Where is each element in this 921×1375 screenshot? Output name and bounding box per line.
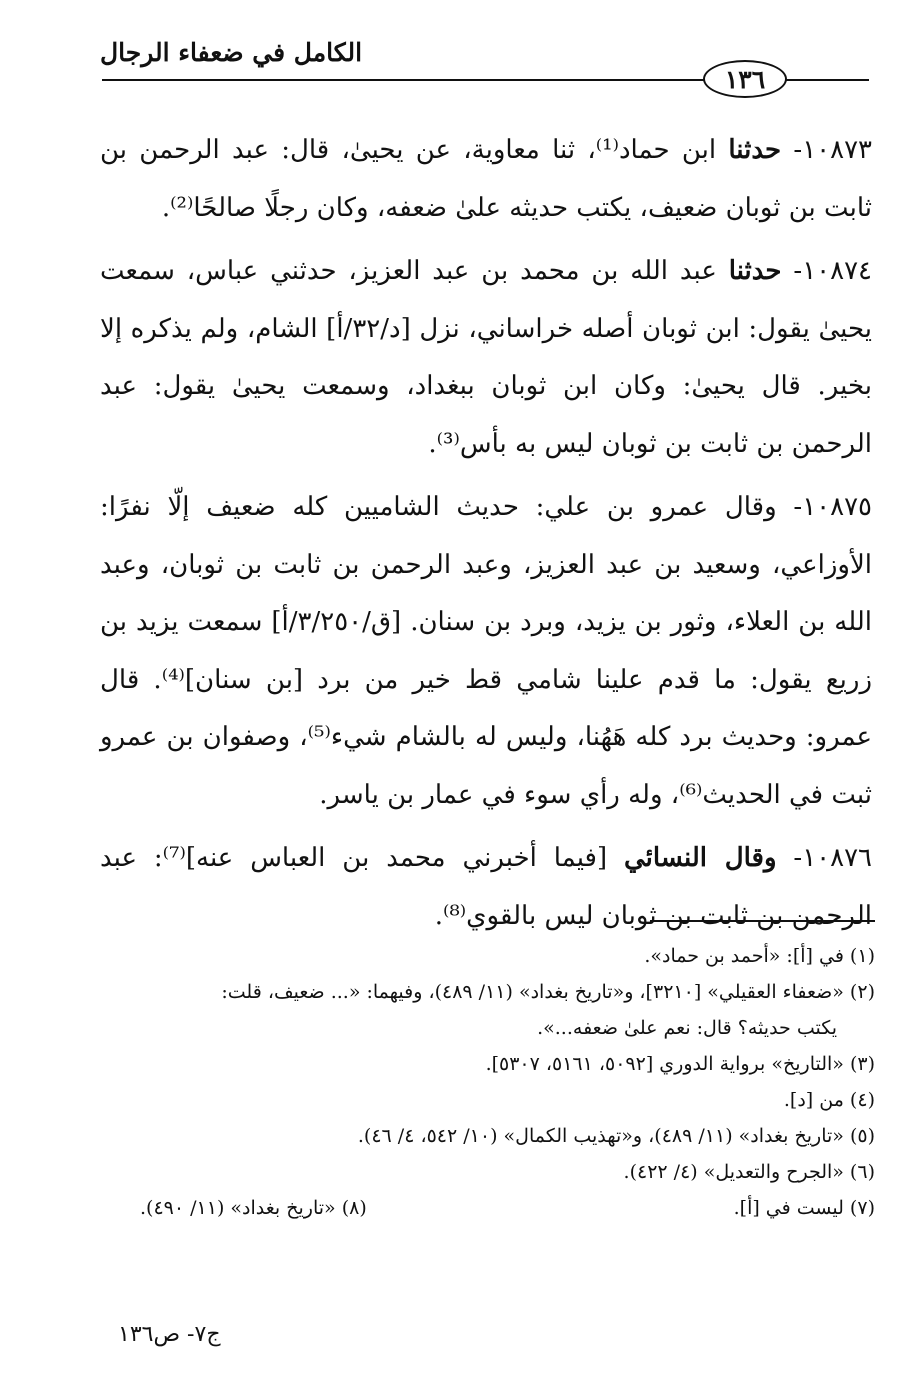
- footnote-6: (٦) «الجرح والتعديل» (٤/ ٤٢٢).: [623, 1161, 875, 1183]
- entry-number: ١٠٨٧٤-: [793, 256, 873, 286]
- footnote-4: (٤) من [د].: [783, 1089, 875, 1111]
- entry-10876: [100, 830, 872, 945]
- entry-number: ١٠٨٧٥-: [793, 492, 873, 522]
- footnotes: [100, 938, 875, 1226]
- footnote-3: (٣) «التاريخ» برواية الدوري [٥٠٩٢، ٥١٦١، ٥٣٠٧].: [485, 1053, 875, 1075]
- entry-number: ١٠٨٧٦-: [793, 843, 873, 873]
- footnote-5: (٥) «تاريخ بغداد» (١١/ ٤٨٩)، و«تهذيب الكمال» (١٠/ ٥٤٢، ٤/ ٤٦).: [357, 1125, 875, 1147]
- volume-page-reference: ج٧- ص١٣٦: [118, 1322, 221, 1347]
- entry-text: عبد الله بن محمد بن عبد العزيز، حدثني عباس، سمعت يحيىٰ يقول: ابن ثوبان أصله خراساني، نزل [د/٣٢/أ] الشام، ولم يذكره إلا بخير. قال يحيىٰ: وكان ابن ثوبان ببغداد، وسمعت يحيىٰ يقول: عبد الرحمن بن ثابت بن ثوبان ليس به بأس⁽³⁾.: [100, 256, 873, 459]
- entry-lead: حدثنا: [728, 256, 782, 286]
- entry-lead: حدثنا: [728, 135, 782, 165]
- page-number-oval: ١٣٦: [703, 60, 787, 98]
- entry-text: ابن حماد⁽¹⁾، ثنا معاوية، عن يحيىٰ، قال: عبد الرحمن بن ثابت بن ثوبان ضعيف، يكتب حديثه علىٰ ضعفه، وكان رجلًا صالحًا⁽²⁾.: [100, 135, 872, 223]
- entry-10874: [100, 243, 872, 473]
- footnote-row-7-8: [100, 1190, 875, 1226]
- entry-10873: [100, 122, 872, 237]
- footnote-2: (٢) «ضعفاء العقيلي» [٣٢١٠]، و«تاريخ بغداد» (١١/ ٤٨٩)، وفيهما: «... ضعيف، قلت:: [221, 981, 875, 1003]
- footnote-1: (١) في [أ]: «أحمد بن حماد».: [644, 945, 875, 967]
- entry-number: ١٠٨٧٣-: [793, 135, 873, 165]
- entry-text: وقال عمرو بن علي: حديث الشاميين كله ضعيف إلّا نفرًا: الأوزاعي، وسعيد بن عبد العزيز، وعبد الرحمن بن ثابت بن ثوبان، وعبد الله بن العلاء، وثور بن يزيد، وبرد بن سنان. [ق/٣/٢٥٠/أ] سمعت يزيد بن زريع يقول: ما قدم علينا شامي قط خير من برد [بن سنان]⁽⁴⁾. قال عمرو: وحديث برد كله هَهُنا، وليس له بالشام شيء⁽⁵⁾، وصفوان بن عمرو ثبت في الحديث⁽⁶⁾، وله رأي سوء في عمار بن ياسر.: [100, 492, 872, 810]
- main-text: [100, 122, 872, 951]
- entry-10875: [100, 479, 872, 824]
- footnote-8: (٨) «تاريخ بغداد» (١١/ ٤٩٠).: [140, 1197, 367, 1219]
- running-header-title: الكامل في ضعفاء الرجال: [100, 38, 363, 67]
- entry-text: [فيما أخبرني محمد بن العباس عنه]⁽⁷⁾: عبد الرحمن بن ثابت بن ثوبان ليس بالقوي⁽⁸⁾.: [100, 843, 872, 931]
- footnote-rule: [650, 920, 875, 922]
- entry-lead: وقال النسائي: [624, 843, 777, 873]
- footnote-2-continuation: يكتب حديثه؟ قال: نعم علىٰ ضعفه...».: [537, 1017, 837, 1039]
- footnote-7: (٧) ليست في [أ].: [733, 1197, 875, 1219]
